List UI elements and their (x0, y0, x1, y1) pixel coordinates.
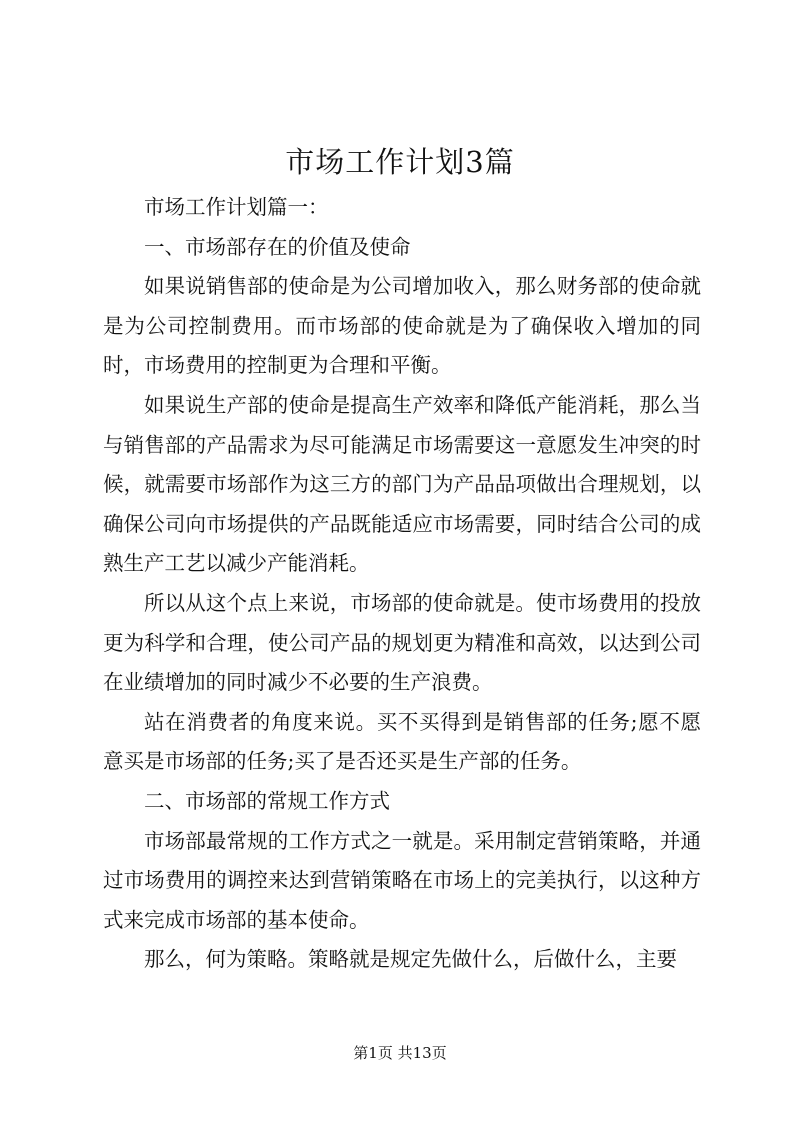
paragraph-heading-1: 一、市场部存在的价值及使命 (144, 234, 411, 259)
page-footer: 第1页 共13页 (353, 1044, 447, 1062)
paragraph: 市场部最常规的工作方式之一就是。采用制定营销策略，并通过市场费用的调控来达到营销策略在市场上的完美执行，以这种方式来完成市场部的基本使命。 (103, 828, 701, 932)
paragraph: 那么，何为策略。策略就是规定先做什么，后做什么，主要 (144, 947, 677, 972)
paragraph: 站在消费者的角度来说。买不买得到是销售部的任务;愿不愿意买是市场部的任务;买了是否还买是生产部的任务。 (103, 709, 701, 774)
document-title: 市场工作计划3篇 (285, 145, 515, 179)
paragraph: 如果说生产部的使命是提高生产效率和降低产能消耗，那么当与销售部的产品需求为尽可能满足市场需要这一意愿发生冲突的时候，就需要市场部作为这三方的部门为产品品项做出合理规划，以确保公司向市场提供的产品既能适应市场需要，同时结合公司的成熟生产工艺以减少产能消耗。 (103, 392, 701, 576)
paragraph: 所以从这个点上来说，市场部的使命就是。使市场费用的投放更为科学和合理，使公司产品的规划更为精准和高效，以达到公司在业绩增加的同时减少不必要的生产浪费。 (103, 590, 701, 695)
paragraph-heading-2: 二、市场部的常规工作方式 (144, 788, 390, 813)
paragraph: 如果说销售部的使命是为公司增加收入，那么财务部的使命就是为公司控制费用。而市场部的使命就是为了确保收入增加的同时，市场费用的控制更为合理和平衡。 (103, 274, 701, 378)
paragraph-section-heading: 市场工作计划篇一： (144, 195, 329, 219)
document-body (103, 188, 701, 980)
